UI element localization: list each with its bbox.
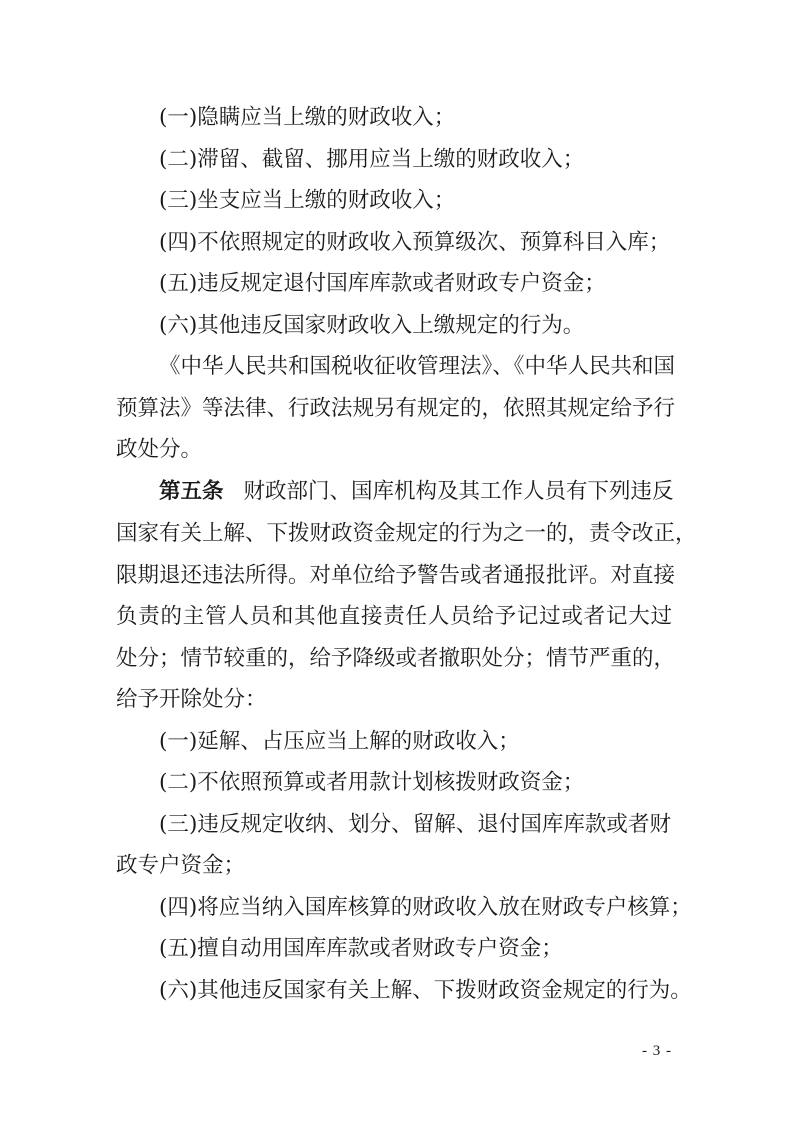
list-item: (三)违反规定收纳、划分、留解、退付国库库款或者财 <box>159 812 671 837</box>
list-item: (五)擅自动用国库库款或者财政专户资金； <box>159 936 563 961</box>
list-item: (六)其他违反国家有关上解、下拨财政资金规定的行为。 <box>159 978 692 1003</box>
list-item: (五)违反规定退付国库库款或者财政专户资金； <box>159 271 606 296</box>
page-number: - 3 - <box>642 1043 672 1059</box>
list-item: (二)不依照预算或者用款计划核拨财政资金； <box>159 770 585 795</box>
list-item-continuation: 政专户资金； <box>116 853 246 878</box>
paragraph-line: 国家有关上解、下拨财政资金规定的行为之一的，责令改正， <box>116 521 697 546</box>
list-item: (一)延解、占压应当上解的财政收入； <box>159 729 520 754</box>
paragraph-line: 限期退还违法所得。对单位给予警告或者通报批评。对直接 <box>116 563 676 588</box>
article-heading-line <box>159 479 674 504</box>
list-item: (三)坐支应当上缴的财政收入； <box>159 188 456 213</box>
article-label: 第五条 <box>159 479 224 504</box>
article-text: 财政部门、国库机构及其工作人员有下列违反 <box>243 479 674 504</box>
list-item: (四)不依照规定的财政收入预算级次、预算科目入库； <box>159 230 671 255</box>
paragraph-line: 《中华人民共和国税收征收管理法》、《中华人民共和国 <box>159 354 676 379</box>
paragraph-line: 处分；情节较重的，给予降级或者撤职处分；情节严重的， <box>116 646 676 671</box>
list-item: (二)滞留、截留、挪用应当上缴的财政收入； <box>159 147 585 172</box>
paragraph-line: 政处分。 <box>116 437 203 462</box>
list-item: (一)隐瞒应当上缴的财政收入； <box>159 105 456 130</box>
paragraph-line: 负责的主管人员和其他直接责任人员给予记过或者记大过 <box>116 604 672 629</box>
list-item: (六)其他违反国家财政收入上缴规定的行为。 <box>159 313 585 338</box>
paragraph-line: 给予开除处分： <box>116 687 267 712</box>
list-item: (四)将应当纳入国库核算的财政收入放在财政专户核算； <box>159 895 692 920</box>
paragraph-line: 预算法》等法律、行政法规另有规定的，依照其规定给予行 <box>116 396 676 421</box>
